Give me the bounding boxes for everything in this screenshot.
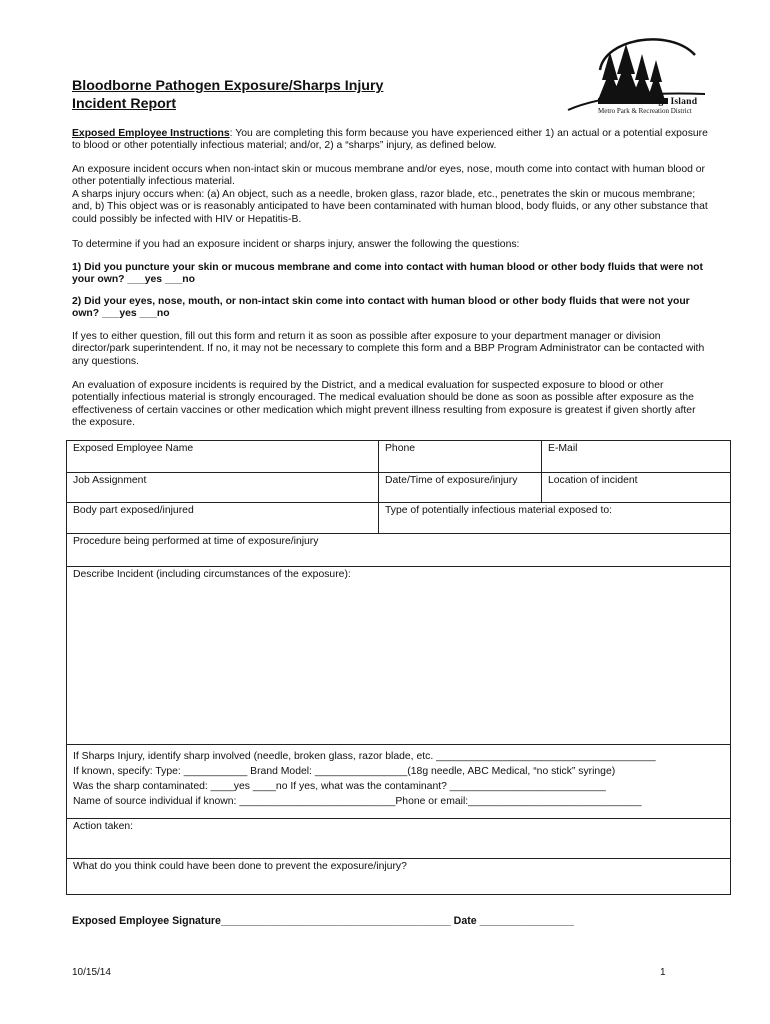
if-yes-text: If yes to either question, fill out this form and return it as soon as possible after exposure to your department manager or division director/park superintendent. If no, it may not be necessary to complete this form and a BBP Program Administrator can be contacted with any questions. [72,331,705,367]
logo-subtitle: Metro Park & Recreation District [598,107,692,115]
question-1: 1) Did you puncture your skin or mucous membrane and come into contact with human blood or other body fluids that were not your own? ___yes ___no [72,262,703,286]
title-line-1: Bloodborne Pathogen Exposure/Sharps Injury [72,78,384,94]
material-type-field[interactable]: Type of potentially infectious material exposed to: [379,503,731,534]
location-field[interactable]: Location of incident [542,473,731,503]
instructions-heading: Exposed Employee Instructions [72,128,230,139]
phone-field[interactable]: Phone [379,441,542,473]
job-assignment-field[interactable]: Job Assignment [67,473,379,503]
sharps-line-1: If Sharps Injury, identify sharp involved (needle, broken glass, razor blade, etc. ______________________________________ [73,751,656,762]
employee-name-field[interactable]: Exposed Employee Name [67,441,379,473]
datetime-field[interactable]: Date/Time of exposure/injury [379,473,542,503]
title-line-2: Incident Report [72,96,177,112]
exposure-definition: An exposure incident occurs when non-intact skin or mucous membrane and/or eyes, nose, mouth come into contact with human blood or other potentially infectious material. [72,164,706,188]
action-taken-field[interactable]: Action taken: [67,819,731,859]
incident-form-table [66,440,731,895]
sharps-line-4: Name of source individual if known: ___________________________Phone or email:______________________________ [73,796,642,807]
logo-name: Bainbridge Island [620,96,698,107]
evaluation-text: An evaluation of exposure incidents is required by the District, and a medical evaluation for suspected exposure to blood or other potentially infectious material is strongly encouraged. The medical evaluation should be done as soon as possible after exposure as the effectiveness of certain vaccines or other medication which might prevent illness resulting from exposure is greatest if given shortly after the exposure. [72,380,696,429]
sharps-line-2: If known, specify: Type: ___________ Brand Model: ________________(18g needle, ABC Medical, “no stick” syringe) [73,766,616,777]
instructions-intro [72,128,712,153]
question-2: 2) Did your eyes, nose, mouth, or non-intact skin come into contact with human blood or other body fluids that were not your own? ___yes ___no [72,296,690,320]
procedure-field[interactable]: Procedure being performed at time of exposure/injury [67,534,731,567]
sharps-definition: A sharps injury occurs when: (a) An object, such as a needle, broken glass, razor blade, etc., penetrates the skin or mucous membrane; and, b) This object was or is reasonably anticipated to have been contaminated with human blood, body fluids, or any other substance that could possibly be infected with HIV or Hepatitis-B. [72,189,708,225]
email-field[interactable]: E-Mail [542,441,731,473]
signature-line[interactable]: Exposed Employee Signature_______________________________________ Date ________________ [72,915,574,927]
page-number: 1 [660,967,666,978]
footer-date: 10/15/14 [72,967,111,978]
prevention-field[interactable]: What do you think could have been done to prevent the exposure/injury? [67,859,731,895]
sharps-info-section[interactable] [67,745,731,819]
body-part-field[interactable]: Body part exposed/injured [67,503,379,534]
instructions-intro-text: : You are completing this form because you have experienced either 1) an actual or a potential exposure to blood or other potentially infectious material; and/or, 2) a “sharps” injury, as defined below. [72,128,708,152]
sharps-line-3: Was the sharp contaminated: ____yes ____no If yes, what was the contaminant? ___________________________ [73,781,606,792]
describe-incident-field[interactable]: Describe Incident (including circumstances of the exposure): [67,567,731,745]
determine-text: To determine if you had an exposure incident or sharps injury, answer the following the questions: [72,239,520,250]
page-title [72,77,383,113]
